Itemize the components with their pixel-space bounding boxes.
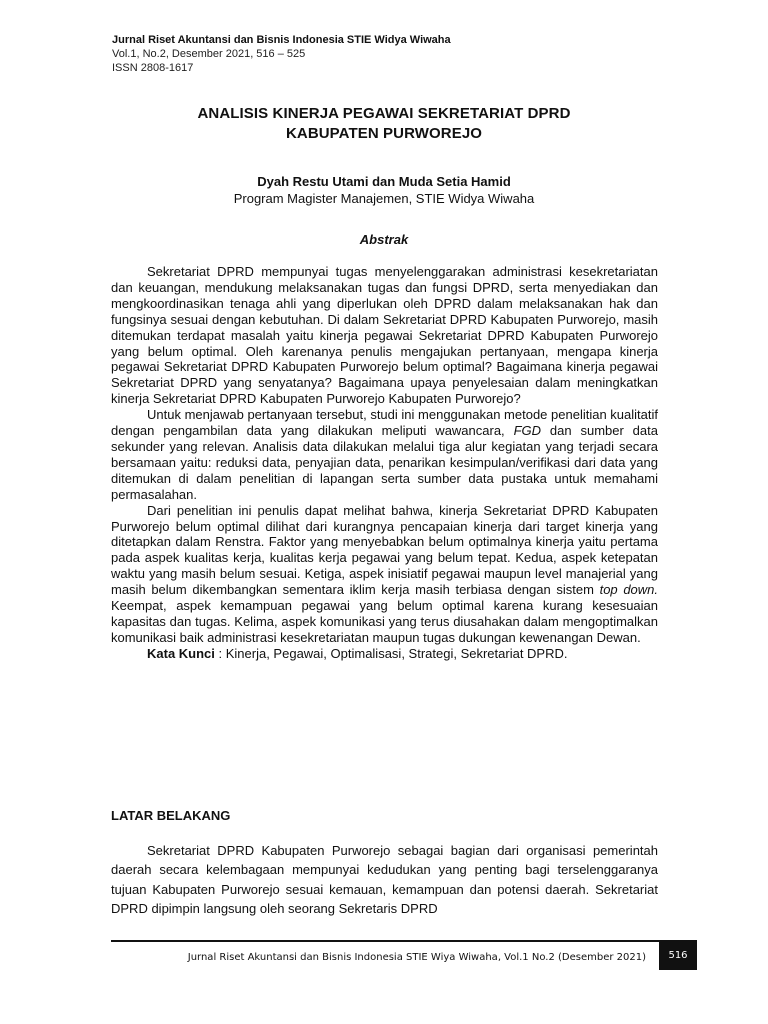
abstract-body [111,264,658,662]
journal-volume: Vol.1, No.2, Desember 2021, 516 – 525 [112,48,306,60]
author-affiliation: Program Magister Manajemen, STIE Widya Wiwaha [233,191,535,206]
section-heading: LATAR BELAKANG [111,808,231,823]
abstract-p3-topdown: top down. [599,582,659,598]
footer-divider [111,940,659,942]
journal-name: Jurnal Riset Akuntansi dan Bisnis Indonesia STIE Widya Wiwaha [112,34,451,46]
author-block [0,173,768,207]
abstract-paragraph-2 [111,407,658,502]
paper-title-line-1: ANALISIS KINERJA PEGAWAI SEKRETARIAT DPRD [197,105,571,122]
abstract-p2-part-a: Untuk menjawab pertanyaan tersebut, studi ini menggunakan metode penelitian kualitatif dengan pengambilan data yang dilakukan meliputi wawancara, [111,407,658,439]
keywords-label: Kata Kunci [147,645,215,661]
paper-title [0,104,768,144]
abstract-p2-part-b: dan sumber data sekunder yang relevan. Analisis data dilakukan melalui tiga alur kegiatan yang terjadi secara bersamaan yaitu: reduksi data, penyajian data, penarikan kesimpulan/verifikasi dari data yang ditemukan di dalam penelitian di lapangan serta sumber data pustaka untuk memahami permasalahan. [111,423,658,502]
journal-issn: ISSN 2808-1617 [112,62,194,74]
section-paragraph-1: Sekretariat DPRD Kabupaten Purworejo sebagai bagian dari organisasi pemerintah daerah secara kelembagaan mempunyai kedudukan yang penting bagi terselenggaranya tujuan Kabupaten Purworejo sesuai kemauan, kemampuan dan potensi daerah. Sekretariat DPRD dipimpin langsung oleh seorang Sekretaris DPRD [111,843,658,916]
abstract-paragraph-3 [111,503,658,646]
keywords [111,646,658,662]
abstract-p3-part-a: Dari penelitian ini penulis dapat melihat bahwa, kinerja Sekretariat DPRD Kabupaten Purworejo belum optimal dilihat dari kurangnya pencapaian kinerja dari target kinerja yang ditetapkan dalam Renstra. Faktor yang menyebabkan belum optimalnya kinerja yaitu pertama pada aspek kualitas kerja, kualitas kerja pegawai yang belum tepat. Kedua, aspek ketepatan waktu yang masih belum sesuai. Ketiga, aspek inisiatif pegawai maupun level manajerial yang masih belum dikembangkan sementara iklim kerja masih terbiasa dengan sistem [111,502,658,598]
section-body [111,841,658,918]
abstract-p3-part-b: Keempat, aspek kemampuan pegawai yang belum optimal karena kurang kesesuaian kapasitas dan tugas. Kelima, aspek komunikasi yang terus diusahakan dalam mengoptimalkan komunikasi baik administrasi kesekretariatan maupun tugas dukungan kewenangan Dewan. [111,598,658,645]
abstract-p2-fgd: FGD [513,423,542,439]
author-names: Dyah Restu Utami dan Muda Setia Hamid [257,174,511,189]
journal-header [112,33,451,75]
paper-title-line-2: KABUPATEN PURWOREJO [285,125,483,142]
abstract-heading: Abstrak [359,232,409,247]
footer-citation: Jurnal Riset Akuntansi dan Bisnis Indonesia STIE Wiya Wiwaha, Vol.1 No.2 (Desember 2021) [187,952,646,963]
keywords-list: : Kinerja, Pegawai, Optimalisasi, Strategi, Sekretariat DPRD. [214,645,568,661]
page-number: 516 [659,940,697,970]
abstract-paragraph-1: Sekretariat DPRD mempunyai tugas menyelenggarakan administrasi kesekretariatan dan keuangan, mendukung melaksanakan tugas dan fungsi DPRD, serta menyediakan dan mengkoordinasikan tenaga ahli yang diperlukan oleh DPRD dalam melaksanakan hak dan fungsinya sesuai dengan kebutuhan. Di dalam Sekretariat DPRD Kabupaten Purworejo, masih ditemukan terdapat masalah yaitu kinerja pegawai Sekretariat DPRD Kabupaten Purworejo yang belum optimal. Oleh karenanya penulis mengajukan pertanyaan, mengapa kinerja pegawai Sekretariat DPRD Kabupaten Purworejo belum optimal? Bagaimana kinerja pegawai Sekretariat DPRD yang senyatanya? Bagaimana upaya penyelesaian dalam meningkatkan kinerja Sekretariat DPRD Kabupaten Purworejo Kabupaten Purworejo? [111,264,658,407]
